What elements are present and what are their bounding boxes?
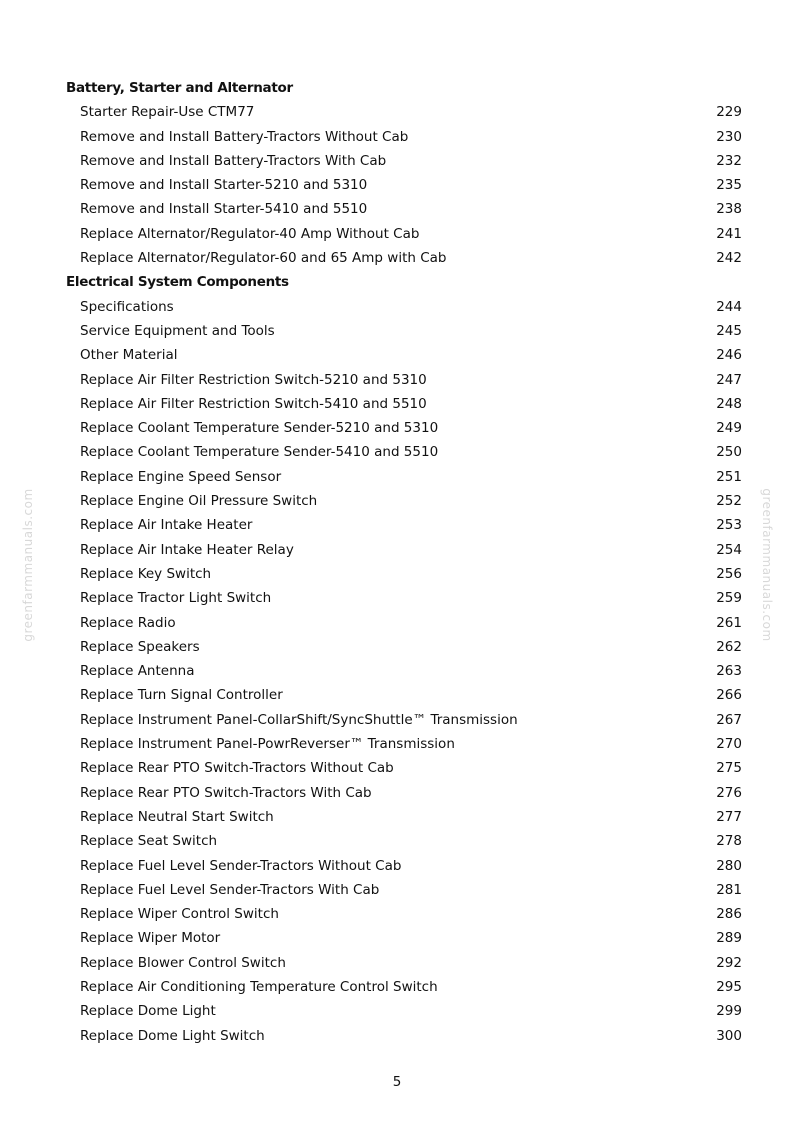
toc-entry-page: 235 [716, 177, 742, 194]
toc-entry[interactable] [66, 513, 742, 537]
toc-entry[interactable] [66, 708, 742, 732]
page-number: 5 [392, 1074, 402, 1090]
toc-entry-page: 252 [716, 493, 742, 510]
toc-entry-page: 289 [716, 930, 742, 947]
toc-entry-title: Remove and Install Battery-Tractors With Cab [80, 152, 387, 169]
toc-entry-title: Replace Fuel Level Sender-Tractors With Cab [80, 881, 380, 898]
toc-entry-page: 244 [716, 298, 742, 315]
toc-entry-page: 248 [716, 395, 742, 412]
toc-entry-title: Replace Fuel Level Sender-Tractors Without Cab [80, 857, 402, 874]
toc-entry-title: Replace Speakers [80, 638, 200, 655]
toc-entry[interactable] [66, 1024, 742, 1048]
toc-entry-page: 280 [716, 857, 742, 874]
toc-entry-title: Specifications [80, 298, 174, 315]
toc-entry[interactable] [66, 392, 742, 416]
toc-entry[interactable] [66, 562, 742, 586]
toc-entry[interactable] [66, 197, 742, 221]
toc-entry-title: Replace Air Filter Restriction Switch-5410 and 5510 [80, 395, 427, 412]
toc-entry-page: 238 [716, 201, 742, 218]
toc-section [66, 76, 742, 270]
toc-entry[interactable] [66, 489, 742, 513]
toc-entry[interactable] [66, 781, 742, 805]
toc-entry[interactable] [66, 295, 742, 319]
toc-entry[interactable] [66, 659, 742, 683]
toc-entry[interactable] [66, 100, 742, 124]
toc-entry-title: Replace Alternator/Regulator-60 and 65 Amp with Cab [80, 250, 447, 267]
toc-entry-title: Replace Coolant Temperature Sender-5410 and 5510 [80, 444, 439, 461]
toc-entry[interactable] [66, 926, 742, 950]
toc-entry-title: Replace Dome Light Switch [80, 1027, 265, 1044]
toc-entry-title: Replace Alternator/Regulator-40 Amp Without Cab [80, 225, 420, 242]
toc-entry-page: 241 [716, 225, 742, 242]
toc-entry-title: Replace Antenna [80, 663, 195, 680]
toc-entry[interactable] [66, 732, 742, 756]
toc-entry-title: Replace Wiper Control Switch [80, 906, 279, 923]
toc-entry[interactable] [66, 416, 742, 440]
toc-entry-title: Replace Air Intake Heater Relay [80, 541, 294, 558]
toc-entry[interactable] [66, 586, 742, 610]
toc-entry-title: Remove and Install Starter-5210 and 5310 [80, 177, 368, 194]
toc-entry[interactable] [66, 125, 742, 149]
toc-entry-title: Replace Dome Light [80, 1003, 216, 1020]
toc-entry[interactable] [66, 805, 742, 829]
toc-entry-page: 295 [716, 978, 742, 995]
toc-entry-page: 229 [716, 104, 742, 121]
toc-entry-page: 261 [716, 614, 742, 631]
toc-entry[interactable] [66, 683, 742, 707]
toc-entry-title: Replace Engine Oil Pressure Switch [80, 493, 318, 510]
toc-entry-title: Other Material [80, 347, 178, 364]
toc-entry-title: Starter Repair-Use CTM77 [80, 104, 255, 121]
toc-entry-title: Replace Wiper Motor [80, 930, 221, 947]
toc-entry-title: Service Equipment and Tools [80, 322, 275, 339]
toc-entry-page: 281 [716, 881, 742, 898]
toc-entry-title: Replace Rear PTO Switch-Tractors Without Cab [80, 760, 394, 777]
toc-entry[interactable] [66, 465, 742, 489]
toc-entry-page: 245 [716, 322, 742, 339]
toc-entry-page: 263 [716, 663, 742, 680]
toc-entry-title: Replace Air Intake Heater [80, 517, 253, 534]
toc-entry[interactable] [66, 149, 742, 173]
toc-entry[interactable] [66, 611, 742, 635]
toc-entry-title: Replace Blower Control Switch [80, 954, 286, 971]
toc-entry-title: Remove and Install Starter-5410 and 5510 [80, 201, 368, 218]
toc-entry-page: 230 [716, 128, 742, 145]
toc-entry-title: Replace Key Switch [80, 565, 212, 582]
toc-entry[interactable] [66, 246, 742, 270]
toc-entry-page: 246 [716, 347, 742, 364]
toc-entry-page: 275 [716, 760, 742, 777]
toc-entry-page: 249 [716, 420, 742, 437]
toc-entry[interactable] [66, 902, 742, 926]
toc-entry-title: Replace Instrument Panel-PowrReverser™ Transmission [80, 736, 455, 753]
toc-entry-title: Replace Rear PTO Switch-Tractors With Cab [80, 784, 372, 801]
toc-entry-page: 250 [716, 444, 742, 461]
toc-entry-title: Replace Seat Switch [80, 833, 218, 850]
toc-entry-title: Replace Engine Speed Sensor [80, 468, 282, 485]
toc-entry-page: 256 [716, 565, 742, 582]
toc-entry-title: Replace Radio [80, 614, 176, 631]
toc-entry-title: Replace Instrument Panel-CollarShift/SyncShuttle™ Transmission [80, 711, 518, 728]
toc-entry-page: 276 [716, 784, 742, 801]
toc-entry-title: Replace Air Conditioning Temperature Control Switch [80, 978, 438, 995]
toc-entry-page: 247 [716, 371, 742, 388]
toc-entry[interactable] [66, 538, 742, 562]
toc-entry-page: 270 [716, 736, 742, 753]
section-heading: Battery, Starter and Alternator [66, 80, 293, 96]
toc-entry-title: Remove and Install Battery-Tractors Without Cab [80, 128, 409, 145]
toc-entry[interactable] [66, 173, 742, 197]
toc-entry-page: 277 [716, 808, 742, 825]
toc-entry-page: 262 [716, 638, 742, 655]
toc-entry-title: Replace Tractor Light Switch [80, 590, 272, 607]
toc-entry-title: Replace Neutral Start Switch [80, 808, 274, 825]
toc-entry[interactable] [66, 951, 742, 975]
toc-entry[interactable] [66, 222, 742, 246]
toc-entry[interactable] [66, 829, 742, 853]
toc-entry[interactable] [66, 319, 742, 343]
toc-entry-page: 253 [716, 517, 742, 534]
toc-entry-title: Replace Turn Signal Controller [80, 687, 283, 704]
toc-entry-page: 251 [716, 468, 742, 485]
toc-entry-page: 242 [716, 250, 742, 267]
toc-entry-page: 299 [716, 1003, 742, 1020]
toc-entry-page: 300 [716, 1027, 742, 1044]
watermark-left: greenfarmmanuals.com [21, 488, 35, 642]
toc-entry-page: 232 [716, 152, 742, 169]
toc-entry[interactable] [66, 878, 742, 902]
toc-entry-page: 267 [716, 711, 742, 728]
toc-entry-page: 278 [716, 833, 742, 850]
section-heading: Electrical System Components [66, 274, 289, 291]
table-of-contents [66, 76, 742, 1048]
toc-entry-page: 259 [716, 590, 742, 607]
toc-entry-title: Replace Coolant Temperature Sender-5210 and 5310 [80, 420, 439, 437]
toc-entry[interactable] [66, 854, 742, 878]
toc-entry[interactable] [66, 635, 742, 659]
toc-entry-page: 286 [716, 906, 742, 923]
toc-entry[interactable] [66, 975, 742, 999]
toc-entry-page: 254 [716, 541, 742, 558]
watermark-right: greenfarmmanuals.com [760, 488, 774, 642]
toc-entry[interactable] [66, 440, 742, 464]
toc-entry[interactable] [66, 343, 742, 367]
toc-entry[interactable] [66, 368, 742, 392]
toc-entry[interactable] [66, 756, 742, 780]
toc-section [66, 270, 742, 1048]
toc-entry-page: 292 [716, 954, 742, 971]
toc-entry-page: 266 [716, 687, 742, 704]
toc-entry-title: Replace Air Filter Restriction Switch-5210 and 5310 [80, 371, 427, 388]
toc-entry[interactable] [66, 999, 742, 1023]
